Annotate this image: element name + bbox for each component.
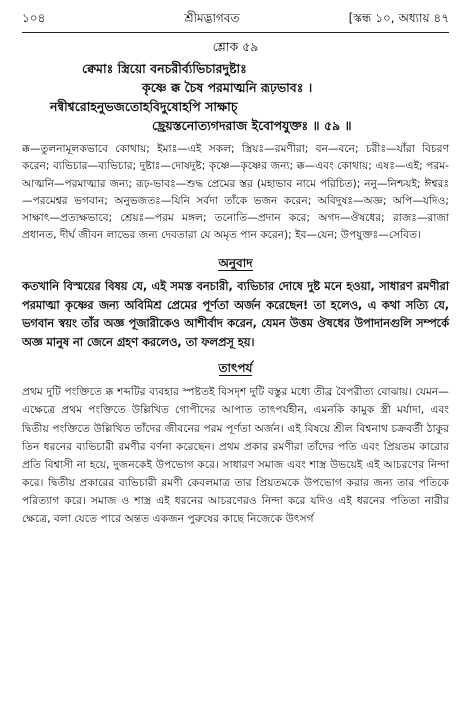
verse-block xyxy=(22,59,449,135)
purport-heading-text: তাৎপর্য xyxy=(218,361,253,376)
verse-line: নন্বীশ্বরোহনুভজতোহবিদুষোহপি সাক্ষাচ্ xyxy=(50,99,238,114)
verse-line: কৃষ্ণে ক্ক চৈষ পরমাত্মনি রূঢ়ভাবঃ । xyxy=(142,80,313,95)
header-rule xyxy=(22,32,449,33)
translation-heading-text: অনুবাদ xyxy=(218,256,253,271)
purport-text: প্রথম দুটি পংক্তিতে ক্ক শব্দটির ব্যবহার স্পষ্টতই বিসদৃশ দুটি বস্তুর মধ্যে তীব্র বৈপরীত্য বোঝায়। যেমন—এক্ষেত্রে প্রথম পংক্তিতে উল্লিখিত গোপীদের আপাত তাৎপর্যহীন, এমনকি কামুক স্ত্রী মর্যাদা, এবং দ্বিতীয় পংক্তিতে উল্লিখিত তাঁদের জীবনের পরম পূর্ণতা অর্জন। এই বিষয়ে শ্রীল বিশ্বনাথ চক্রবর্তী ঠাকুর তিন ধরনের ব্যভিচারী রমণীর বর্ণনা করেছেন। প্রথম প্রকার রমণীরা তাঁদের পতি এবং প্রিয়তম কারোর প্রতি বিশ্বাসী না হয়ে, দুজনকেই উপভোগ করে। সাধারণ সমাজ এবং শাস্ত্র উভয়েই এই আচরণের নিন্দা করে। দ্বিতীয় প্রকারের ব্যভিচারী রমণী কেবলমাত্র তার প্রিয়তমকে উপভোগ করার জন্য তার পতিকে পরিত্যাগ করে। সমাজ ও শাস্ত্র এই ধরনের আচরণেরও নিন্দা করে যদিও এই ধরনের পতিতা নারীর ক্ষেত্রে, বলা যেতে পারে অন্তত একজন পুরুষের কাছে নিজেকে উৎসর্গ xyxy=(22,385,449,526)
book-title: শ্রীমদ্ভাগবত xyxy=(184,11,240,25)
purport-heading xyxy=(22,360,449,380)
page-header xyxy=(22,0,449,30)
verse-line: ছ্রেয়স্তনোত্যগদরাজ ইবোপযুক্তঃ ॥ ৫৯ ॥ xyxy=(152,118,352,133)
word-meanings: ক্ক—তুলনামূলকভাবে কোথায়; ইমাঃ—এই সকল; স্ত্রিয়ঃ—রমণীরা; বন—বনে; চরীঃ—যাঁরা বিচরণ করেন; ব্যভিচার—ব্যভিচার; দুষ্টাঃ—দোষদুষ্ট; কৃষ্ণে—কৃষ্ণের জন্য; ক্ক—এবং কোথায়; এষঃ—এই; পরম-আত্মনি—পরমাত্মার জন্য; রূঢ়-ভাবঃ—শুদ্ধ প্রেমের স্তর (মহাভাব নামে পরিচিত); ননু—নিশ্চয়ই; ঈশ্বরঃ—পরমেশ্বর ভগবান; অনুভজতঃ—যিনি সর্বদা তাঁকে ভজন করেন; অবিদুষঃ—অজ্ঞ; অপি—যদিও; সাক্ষাৎ—প্রত্যক্ষভাবে; শ্রেয়ঃ—পরম মঙ্গল; তনোতি—প্রদান করে; অগদ—ঔষধের; রাজঃ—রাজা প্রধানত, দীর্ঘ জীবন লাভের জন্য দেবতারা যে অমৃত পান করেন); ইব—যেন; উপযুক্তঃ—সেবিত। xyxy=(22,143,449,242)
verse-line: ক্বেমাঃ স্ত্রিয়ো বনচরীর্ব্যভিচারদুষ্টাঃ xyxy=(82,61,247,76)
translation-text: কতখানি বিস্ময়ের বিষয় যে, এই সমস্ত বনচারী, ব্যভিচার দোষে দুষ্ট মনে হওয়া, সাধারণ রমণীরা পরমাত্মা কৃষ্ণের জন্য অবিমিশ্র প্রেমের পূর্ণতা অর্জন করেছেন! তা হলেও, এ কথা সত্যি যে, ভগবান স্বয়ং তাঁর অজ্ঞ পূজারীকেও আশীর্বাদ করেন, যেমন উত্তম ঔষধের উপাদানগুলি সম্পর্কে অজ্ঞ মানুষ না জেনে গ্রহণ করলেও, তা ফলপ্রসূ হয়। xyxy=(22,280,449,349)
verse-label: শ্লোক ৫৯ xyxy=(212,39,259,54)
page-number: ১০৪ xyxy=(22,11,46,25)
translation-heading xyxy=(22,255,449,275)
chapter-reference: [স্কন্ধ ১০, অধ্যায় ৪৭ xyxy=(348,11,449,25)
